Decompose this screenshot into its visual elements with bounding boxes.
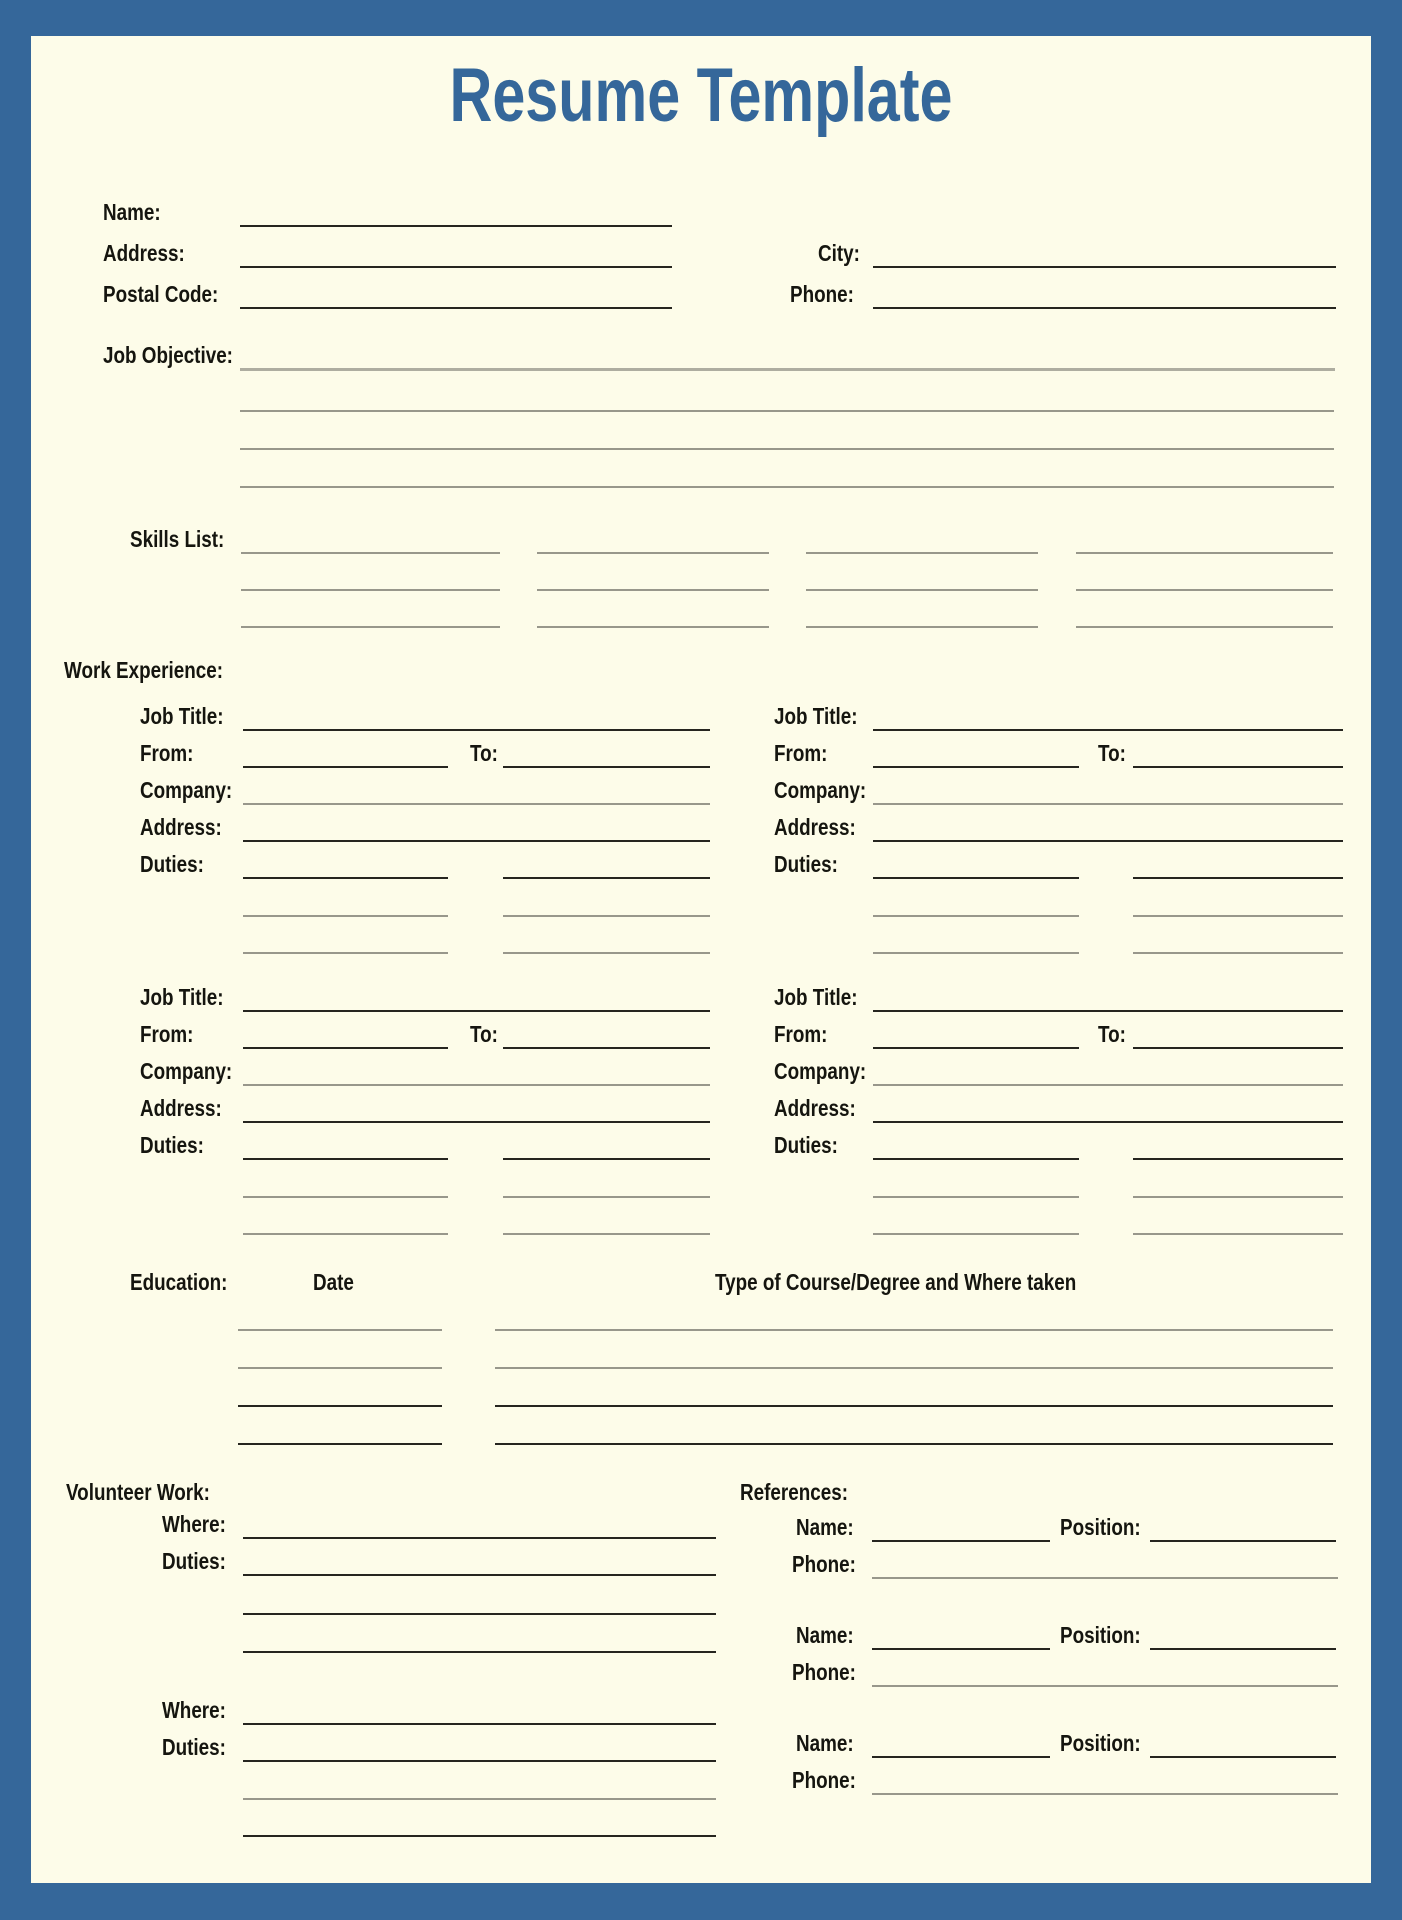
entry1-right-to-line: [1133, 766, 1343, 768]
reference2-name-line: [872, 1648, 1050, 1650]
reference-phone-label: Phone:: [792, 1767, 856, 1793]
from-label: From:: [140, 740, 194, 766]
entry1-right-from-line: [873, 766, 1079, 768]
entry2-right-duties-line-r3a: [873, 1233, 1079, 1235]
entry1-left-duties-line-r3b: [503, 952, 710, 954]
reference-phone-label: Phone:: [792, 1659, 856, 1685]
job-title-label: Job Title:: [140, 984, 224, 1010]
volunteer1-duties-line-1: [243, 1574, 716, 1576]
company-label: Company:: [140, 777, 233, 803]
entry2-left-duties-line-r2a: [243, 1196, 448, 1198]
education-course-line-2: [495, 1367, 1333, 1369]
volunteer1-where-line: [243, 1537, 716, 1539]
job-objective-line-2: [240, 410, 1334, 412]
where-label: Where:: [162, 1697, 226, 1723]
entry1-left-duties-line-r2b: [503, 915, 710, 917]
entry1-right-address-line: [873, 840, 1343, 842]
entry2-left-address-line: [243, 1121, 710, 1123]
to-label: To:: [1098, 740, 1126, 766]
duties-label: Duties:: [162, 1734, 226, 1760]
city-line: [873, 266, 1336, 268]
volunteer2-duties-line-3: [243, 1835, 716, 1837]
reference3-phone-line: [872, 1793, 1338, 1795]
entry2-right-from-line: [873, 1047, 1079, 1049]
skills-line-r3-c2: [537, 626, 769, 628]
skills-line-r3-c3: [806, 626, 1038, 628]
references-label: References:: [740, 1479, 848, 1505]
reference2-position-line: [1150, 1648, 1336, 1650]
entry2-left-to-line: [503, 1047, 710, 1049]
skills-line-r3-c1: [241, 626, 500, 628]
volunteer2-duties-line-1: [243, 1760, 716, 1762]
entry1-right-duties-line-r1a: [873, 877, 1079, 879]
entry1-left-to-line: [503, 766, 710, 768]
entry1-right-company-line: [873, 803, 1343, 805]
page-title: Resume Template: [449, 53, 953, 138]
entry2-left-company-line: [243, 1084, 710, 1086]
entry1-left-from-line: [243, 766, 448, 768]
job-objective-line-4: [240, 486, 1334, 488]
reference-position-label: Position:: [1060, 1730, 1141, 1756]
job-objective-label: Job Objective:: [103, 342, 233, 368]
address-line: [240, 266, 672, 268]
volunteer-work-label: Volunteer Work:: [66, 1479, 210, 1505]
reference-phone-label: Phone:: [792, 1551, 856, 1577]
address-label: Address:: [103, 240, 185, 266]
entry1-right-duties-line-r3a: [873, 952, 1079, 954]
reference3-name-line: [872, 1756, 1050, 1758]
company-label: Company:: [140, 1058, 233, 1084]
address-label: Address:: [140, 1095, 222, 1121]
entry2-left-from-line: [243, 1047, 448, 1049]
entry2-left-duties-line-r3b: [503, 1233, 710, 1235]
volunteer1-duties-line-2: [243, 1613, 716, 1615]
education-course-line-3: [495, 1405, 1333, 1407]
postal-code-label: Postal Code:: [103, 281, 219, 307]
entry2-right-address-line: [873, 1121, 1343, 1123]
city-label: City:: [818, 240, 860, 266]
skills-line-r2-c1: [241, 589, 500, 591]
to-label: To:: [1098, 1021, 1126, 1047]
duties-label: Duties:: [140, 1132, 204, 1158]
education-date-line-1: [238, 1329, 442, 1331]
duties-label: Duties:: [162, 1548, 226, 1574]
from-label: From:: [140, 1021, 194, 1047]
phone-line: [873, 307, 1336, 309]
skills-line-r2-c3: [806, 589, 1038, 591]
entry1-left-duties-line-r3a: [243, 952, 448, 954]
reference-name-label: Name:: [796, 1514, 854, 1540]
skills-line-r3-c4: [1076, 626, 1333, 628]
education-date-line-3: [238, 1405, 442, 1407]
entry1-right-duties-line-r2b: [1133, 915, 1343, 917]
address-label: Address:: [140, 814, 222, 840]
reference1-name-line: [872, 1540, 1050, 1542]
page-background: [31, 36, 1371, 1883]
job-objective-line-3: [240, 448, 1334, 450]
company-label: Company:: [774, 777, 867, 803]
reference-position-label: Position:: [1060, 1622, 1141, 1648]
entry1-left-job-title-line: [243, 729, 710, 731]
duties-label: Duties:: [774, 851, 838, 877]
job-objective-line-1: [240, 368, 1335, 371]
postal-code-line: [240, 307, 672, 309]
entry2-left-duties-line-r3a: [243, 1233, 448, 1235]
education-course-line-4: [495, 1443, 1333, 1445]
entry2-right-duties-line-r2a: [873, 1196, 1079, 1198]
skills-line-r2-c4: [1076, 589, 1333, 591]
address-label: Address:: [774, 1095, 856, 1121]
entry1-right-duties-line-r3b: [1133, 952, 1343, 954]
education-course-header: Type of Course/Degree and Where taken: [715, 1269, 1077, 1295]
entry2-right-to-line: [1133, 1047, 1343, 1049]
volunteer2-duties-line-2: [243, 1798, 716, 1800]
to-label: To:: [470, 1021, 498, 1047]
education-date-header: Date: [313, 1269, 354, 1295]
entry2-left-duties-line-r1b: [503, 1158, 710, 1160]
entry1-right-job-title-line: [873, 729, 1343, 731]
reference2-phone-line: [872, 1685, 1338, 1687]
reference-name-label: Name:: [796, 1730, 854, 1756]
job-title-label: Job Title:: [774, 984, 858, 1010]
education-date-line-4: [238, 1443, 442, 1445]
entry1-left-duties-line-r2a: [243, 915, 448, 917]
reference-name-label: Name:: [796, 1622, 854, 1648]
entry2-right-duties-line-r1a: [873, 1158, 1079, 1160]
entry1-right-duties-line-r2a: [873, 915, 1079, 917]
where-label: Where:: [162, 1511, 226, 1537]
entry1-left-company-line: [243, 803, 710, 805]
entry2-right-job-title-line: [873, 1010, 1343, 1012]
entry1-right-duties-line-r1b: [1133, 877, 1343, 879]
skills-line-r1-c3: [806, 552, 1038, 554]
education-date-line-2: [238, 1367, 442, 1369]
address-label: Address:: [774, 814, 856, 840]
entry2-left-duties-line-r1a: [243, 1158, 448, 1160]
from-label: From:: [774, 740, 828, 766]
skills-line-r1-c2: [537, 552, 769, 554]
skills-line-r1-c1: [241, 552, 500, 554]
entry1-left-address-line: [243, 840, 710, 842]
duties-label: Duties:: [774, 1132, 838, 1158]
entry2-right-duties-line-r2b: [1133, 1196, 1343, 1198]
reference1-phone-line: [872, 1577, 1338, 1579]
entry2-right-duties-line-r3b: [1133, 1233, 1343, 1235]
volunteer2-where-line: [243, 1723, 716, 1725]
entry2-right-duties-line-r1b: [1133, 1158, 1343, 1160]
entry1-left-duties-line-r1a: [243, 877, 448, 879]
reference3-position-line: [1150, 1756, 1336, 1758]
work-experience-label: Work Experience:: [64, 657, 223, 683]
entry2-right-company-line: [873, 1084, 1343, 1086]
phone-label: Phone:: [790, 281, 854, 307]
name-label: Name:: [103, 199, 161, 225]
entry1-left-duties-line-r1b: [503, 877, 710, 879]
reference1-position-line: [1150, 1540, 1336, 1542]
reference-position-label: Position:: [1060, 1514, 1141, 1540]
skills-line-r2-c2: [537, 589, 769, 591]
to-label: To:: [470, 740, 498, 766]
duties-label: Duties:: [140, 851, 204, 877]
skills-line-r1-c4: [1076, 552, 1333, 554]
from-label: From:: [774, 1021, 828, 1047]
education-label: Education:: [130, 1269, 228, 1295]
volunteer1-duties-line-3: [243, 1651, 716, 1653]
job-title-label: Job Title:: [140, 703, 224, 729]
entry2-left-job-title-line: [243, 1010, 710, 1012]
company-label: Company:: [774, 1058, 867, 1084]
education-course-line-1: [495, 1329, 1333, 1331]
job-title-label: Job Title:: [774, 703, 858, 729]
entry2-left-duties-line-r2b: [503, 1196, 710, 1198]
skills-list-label: Skills List:: [130, 526, 225, 552]
name-line: [240, 225, 672, 227]
